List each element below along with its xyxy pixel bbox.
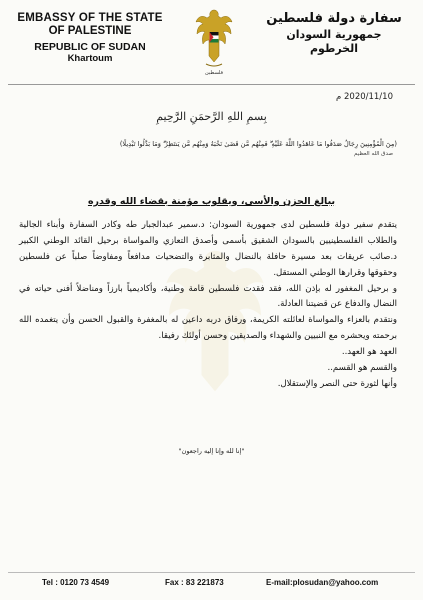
verse-source: صدق الله العظيم (354, 150, 393, 157)
header-ar-line2: جمهورية السودان (286, 27, 382, 41)
emblem-caption: فلسطين (205, 70, 223, 76)
letter-body (19, 218, 397, 393)
header-en-line1: EMBASSY OF THE STATE (17, 12, 163, 24)
footer-fax: Fax : 83 221873 (165, 578, 224, 587)
header-en-line2: OF PALESTINE (48, 25, 132, 38)
header-arabic (259, 10, 409, 57)
body-line-oath-2: والقسم هو القسم.. (327, 363, 397, 374)
footer-telephone: Tel : 0120 73 4549 (42, 578, 110, 587)
closing-phrase: "إنا لله وإنا إليه راجعون" (178, 447, 245, 455)
verse-text: (مِنَ الْمُؤْمِنِينَ رِجَالٌ صَدَقُوا مَا عَاهَدُوا اللَّهَ عَلَيْهِ ۖ فَمِنْهُم مَّن قَضَىٰ نَحْبَهُ وَمِنْهُم مَّن يَنتَظِرُ ۖ وَمَا بَدَّلُوا تَبْدِيلًا) (119, 140, 397, 148)
palestine-eagle-emblem-icon (194, 6, 234, 80)
header-ar-line3: الخرطوم (310, 42, 358, 56)
letter-date: 2020/11/10 م (336, 92, 393, 102)
basmala: بِسمِ اللهِ الرَّحمَنِ الرَّحِيمِ (156, 110, 267, 123)
footer-divider (8, 572, 415, 573)
body-paragraph-3: ونتقدم بالعزاء والمواساة لعائلته الكريمة، ورفاق دربه داعين له بالمغفرة والقبول الحسن وأن يتغمده الله برحمته ويحشره مع النبيين والشهداء والصديقين وحسن أولئك رفيقا. (19, 315, 397, 342)
condolence-title: ببالغ الحزن والأسى، ويقلوب مؤمنة بقضاء الله وقدره (87, 196, 336, 207)
header-en-line4: Khartoum (67, 52, 113, 64)
body-paragraph-2: و برحيل المغفور له بإذن الله، فقد فقدت فلسطين قامة وطنية، وأكاديمياً بارزاً ومناضلاً أفنى حياته في النضال والدفاع عن قضيتنا العادلة. (19, 283, 397, 310)
header-english (10, 12, 170, 64)
footer-email[interactable]: E-mail:plosudan@yahoo.com (266, 578, 379, 587)
quran-verse (27, 140, 397, 158)
header-divider (8, 84, 415, 85)
body-line-revolution: وأنها لثورة حتى النصر والإستقلال. (277, 378, 397, 389)
header-en-line3: REPUBLIC OF SUDAN (34, 41, 146, 54)
body-line-oath-1: العهد هو العهد.. (341, 347, 397, 358)
header-ar-line1: سفارة دولة فلسطين (266, 11, 402, 26)
body-paragraph-1: يتقدم سفير دولة فلسطين لدى جمهورية السودان: د.سمير عبدالجبار طه وكادر السفارة وأبناء الجالية والطلاب الفلسطينيين بالسودان الشقيق بأسمى وأصدق التعازي والمواساة برحيل القائد الوطني الكبير د.صائب عريقات بعد مسيرة حافلة بالنضال والمثابرة والتضحيات مدافعاً ومفاوضاً صلباً عن فلسطين وحقوقها وقرارها الوطني المستقل. (19, 220, 397, 278)
